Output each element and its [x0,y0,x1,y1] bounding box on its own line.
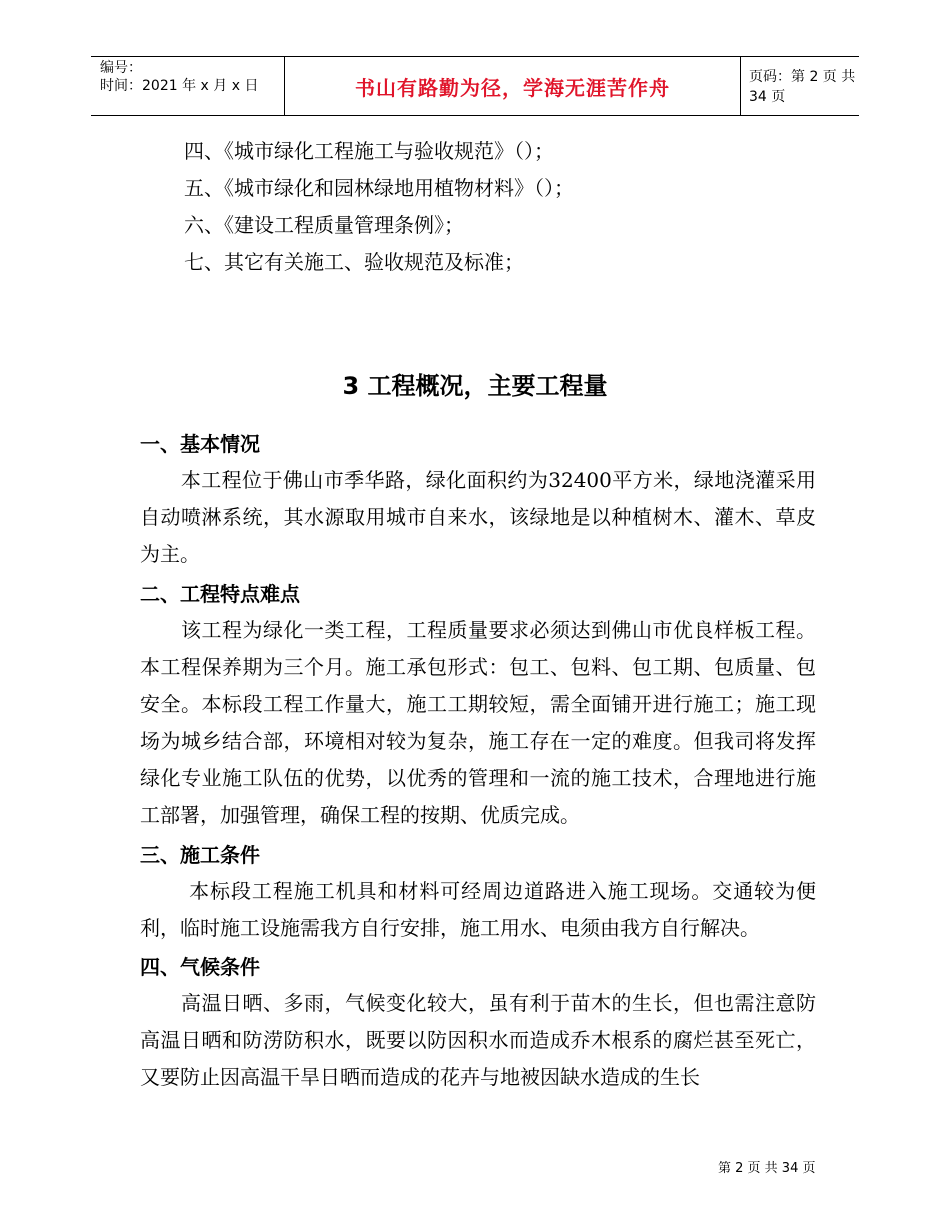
subsection-heading: 四、气候条件 [140,955,260,979]
section-title: 3 工程概况，主要工程量 [342,372,608,400]
page-header [91,56,859,116]
subsection-heading: 二、工程特点难点 [140,582,300,606]
document-time-label: 时间：2021 年 x 月 x 日 [100,78,259,94]
reference-item: 七、其它有关施工、验收规范及标准； [184,250,524,274]
reference-item: 四、《城市绿化工程施工与验收规范》（）； [184,139,554,163]
subsection-body: 本工程位于佛山市季华路，绿化面积约为32400平方米，绿地浇灌采用自动喷淋系统，其水源取用城市自来水，该绿地是以种植树木、灌木、草皮为主。 [140,468,816,566]
reference-item: 五、《城市绿化和园林绿地用植物材料》（）； [184,176,574,200]
header-page-cell [741,57,859,115]
page-footer: 第 2 页 共 34 页 [718,1161,816,1176]
subsection-body: 该工程为绿化一类工程，工程质量要求必须达到佛山市优良样板工程。本工程保养期为三个月。施工承包形式：包工、包料、包工期、包质量、包安全。本标段工程工作量大，施工工期较短，需全面铺开进行施工；施工现场为城乡结合部，环境相对较为复杂，施工存在一定的难度。但我司将发挥绿化专业施工队伍的优势，以优秀的管理和一流的施工技术，合理地进行施工部署，加强管理，确保工程的按期、优质完成。 [140,618,816,827]
reference-item: 六、《建设工程质量管理条例》； [184,213,464,237]
subsection-heading: 一、基本情况 [140,432,260,456]
subsection-body: 本标段工程施工机具和材料可经周边道路进入施工现场。交通较为便利，临时施工设施需我方自行安排，施工用水、电须由我方自行解决。 [140,879,816,940]
header-page-info: 页码：第 2 页 共 34 页 [749,69,856,105]
header-motto-cell [284,57,741,115]
header-motto: 书山有路勤为径，学海无涯苦作舟 [355,75,670,100]
document-number-label: 编号： [100,60,142,76]
subsection-body: 高温日晒、多雨，气候变化较大，虽有利于苗木的生长，但也需注意防高温日晒和防涝防积水，既要以防因积水而造成乔木根系的腐烂甚至死亡，又要防止因高温干旱日晒而造成的花卉与地被因缺水造成的生长 [140,991,816,1089]
header-meta [91,57,284,115]
subsection-heading: 三、施工条件 [140,843,260,867]
